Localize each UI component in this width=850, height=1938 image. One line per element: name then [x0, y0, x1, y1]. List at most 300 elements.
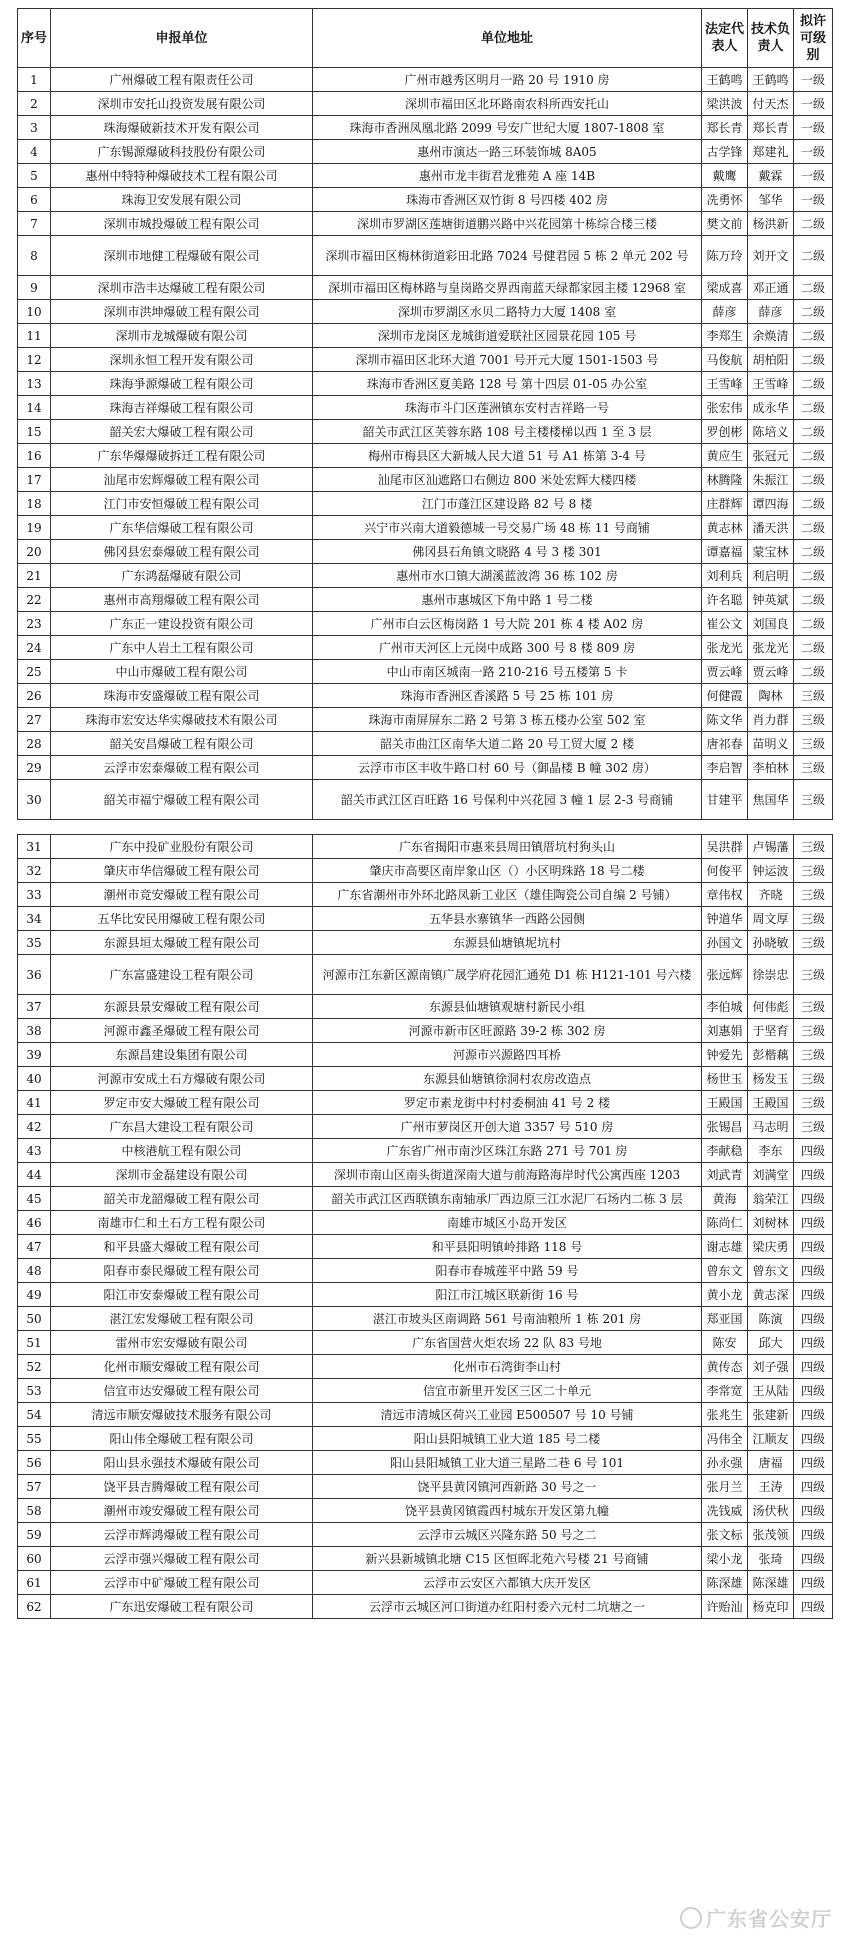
table-row: [18, 1163, 833, 1187]
cell-tech-lead: 谭四海: [748, 492, 794, 516]
cell-address: 和平县阳明镇岭排路 118 号: [313, 1235, 702, 1259]
cell-address: 信宜市新里开发区三区二十单元: [313, 1379, 702, 1403]
header-legal-rep: 法定代表人: [702, 9, 748, 68]
table-row: [18, 684, 833, 708]
header-no: 序号: [18, 9, 51, 68]
cell-tech-lead: 徐崇忠: [748, 955, 794, 995]
cell-address: 惠州市龙丰街君龙雅苑 A 座 14B: [313, 164, 702, 188]
cell-address: 湛江市坡头区南调路 561 号南油粮所 1 栋 201 房: [313, 1307, 702, 1331]
cell-unit: 清远市顺安爆破技术服务有限公司: [51, 1403, 313, 1427]
cell-no: 40: [18, 1067, 51, 1091]
cell-level: 四级: [794, 1283, 833, 1307]
cell-legal-rep: 古学锋: [702, 140, 748, 164]
cell-unit: 广东正一建设投资有限公司: [51, 612, 313, 636]
cell-level: 二级: [794, 540, 833, 564]
cell-address: 深圳市龙岗区龙城街道爱联社区园景花园 105 号: [313, 324, 702, 348]
cell-tech-lead: 齐晓: [748, 883, 794, 907]
cell-unit: 阳山县永强技术爆破有限公司: [51, 1451, 313, 1475]
cell-tech-lead: 王殿国: [748, 1091, 794, 1115]
cell-legal-rep: 刘惠娟: [702, 1019, 748, 1043]
cell-level: 三级: [794, 859, 833, 883]
cell-no: 4: [18, 140, 51, 164]
cell-no: 20: [18, 540, 51, 564]
cell-legal-rep: 刘利兵: [702, 564, 748, 588]
table-row: [18, 236, 833, 276]
table-row: [18, 1451, 833, 1475]
cell-level: 三级: [794, 1067, 833, 1091]
cell-tech-lead: 邱大: [748, 1331, 794, 1355]
cell-tech-lead: 陈演: [748, 1307, 794, 1331]
cell-unit: 云浮市宏泰爆破工程有限公司: [51, 756, 313, 780]
cell-address: 惠州市演达一路三环装饰城 8A05: [313, 140, 702, 164]
cell-tech-lead: 张建新: [748, 1403, 794, 1427]
table-row: [18, 1427, 833, 1451]
cell-unit: 深圳永恒工程开发有限公司: [51, 348, 313, 372]
cell-legal-rep: 马俊航: [702, 348, 748, 372]
cell-no: 28: [18, 732, 51, 756]
cell-tech-lead: 利启明: [748, 564, 794, 588]
cell-tech-lead: 李柏林: [748, 756, 794, 780]
table-row: [18, 883, 833, 907]
cell-level: 一级: [794, 92, 833, 116]
table-row: [18, 372, 833, 396]
cell-legal-rep: 李常宽: [702, 1379, 748, 1403]
cell-no: 37: [18, 995, 51, 1019]
cell-address: 深圳市福田区北环路南农科所西安托山: [313, 92, 702, 116]
cell-tech-lead: 黄志深: [748, 1283, 794, 1307]
cell-legal-rep: 薛彦: [702, 300, 748, 324]
cell-level: 一级: [794, 116, 833, 140]
cell-level: 四级: [794, 1499, 833, 1523]
cell-address: 广州市越秀区明月一路 20 号 1910 房: [313, 68, 702, 92]
cell-legal-rep: 李启智: [702, 756, 748, 780]
cell-tech-lead: 胡柏阳: [748, 348, 794, 372]
cell-no: 59: [18, 1523, 51, 1547]
cell-level: 三级: [794, 995, 833, 1019]
cell-address: 广东省国营火炬农场 22 队 83 号地: [313, 1331, 702, 1355]
header-tech-lead: 技术负责人: [748, 9, 794, 68]
table-row: [18, 588, 833, 612]
cell-tech-lead: 曾东文: [748, 1259, 794, 1283]
cell-unit: 信宜市达安爆破工程有限公司: [51, 1379, 313, 1403]
cell-legal-rep: 梁成喜: [702, 276, 748, 300]
cell-no: 6: [18, 188, 51, 212]
cell-legal-rep: 崔公文: [702, 612, 748, 636]
table-row: [18, 732, 833, 756]
table-body-part2: [18, 835, 833, 1619]
cell-tech-lead: 付天杰: [748, 92, 794, 116]
cell-no: 25: [18, 660, 51, 684]
table-row: [18, 636, 833, 660]
cell-no: 35: [18, 931, 51, 955]
cell-unit: 广东昌大建设工程有限公司: [51, 1115, 313, 1139]
cell-tech-lead: 朱振江: [748, 468, 794, 492]
cell-tech-lead: 邓正通: [748, 276, 794, 300]
cell-no: 12: [18, 348, 51, 372]
cell-no: 1: [18, 68, 51, 92]
cell-unit: 江门市安恒爆破工程有限公司: [51, 492, 313, 516]
cell-unit: 广东中人岩土工程有限公司: [51, 636, 313, 660]
table-body-part1: [18, 68, 833, 820]
cell-legal-rep: 李郑生: [702, 324, 748, 348]
cell-no: 42: [18, 1115, 51, 1139]
cell-level: 四级: [794, 1403, 833, 1427]
cell-unit: 湛江宏发爆破工程有限公司: [51, 1307, 313, 1331]
cell-tech-lead: 翁荣江: [748, 1187, 794, 1211]
cell-tech-lead: 王涛: [748, 1475, 794, 1499]
cell-tech-lead: 余焕清: [748, 324, 794, 348]
cell-no: 43: [18, 1139, 51, 1163]
cell-no: 41: [18, 1091, 51, 1115]
cell-level: 三级: [794, 955, 833, 995]
header-address: 单位地址: [313, 9, 702, 68]
cell-tech-lead: 郑长青: [748, 116, 794, 140]
cell-address: 饶平县黄冈镇霞西村城东开发区第九幢: [313, 1499, 702, 1523]
cell-address: 南雄市城区小岛开发区: [313, 1211, 702, 1235]
table-row: [18, 835, 833, 859]
cell-no: 26: [18, 684, 51, 708]
cell-address: 阳江市江城区联新街 16 号: [313, 1283, 702, 1307]
table-row: [18, 1355, 833, 1379]
cell-tech-lead: 刘满堂: [748, 1163, 794, 1187]
header-level: 拟许可级别: [794, 9, 833, 68]
cell-address: 珠海市香洲区双竹街 8 号四楼 402 房: [313, 188, 702, 212]
cell-address: 化州市石湾街李山村: [313, 1355, 702, 1379]
cell-legal-rep: 陈安: [702, 1331, 748, 1355]
cell-no: 53: [18, 1379, 51, 1403]
cell-address: 阳山县阳城镇工业大道 185 号二楼: [313, 1427, 702, 1451]
cell-level: 四级: [794, 1139, 833, 1163]
cell-no: 8: [18, 236, 51, 276]
cell-legal-rep: 张远辉: [702, 955, 748, 995]
cell-no: 17: [18, 468, 51, 492]
table-row: [18, 995, 833, 1019]
table-row: [18, 212, 833, 236]
table-row: [18, 492, 833, 516]
table-row: [18, 955, 833, 995]
cell-no: 32: [18, 859, 51, 883]
page-break-gap: [17, 820, 832, 834]
cell-legal-rep: 李伯城: [702, 995, 748, 1019]
cell-legal-rep: 张月兰: [702, 1475, 748, 1499]
cell-address: 深圳市南山区南头街道深南大道与前海路海岸时代公寓西座 1203: [313, 1163, 702, 1187]
table-row: [18, 324, 833, 348]
cell-level: 二级: [794, 588, 833, 612]
table-row: [18, 931, 833, 955]
table-row: [18, 420, 833, 444]
cell-tech-lead: 张冠元: [748, 444, 794, 468]
cell-unit: 罗定市安大爆破工程有限公司: [51, 1091, 313, 1115]
table-row: [18, 1571, 833, 1595]
cell-no: 48: [18, 1259, 51, 1283]
cell-unit: 广东华信爆破工程有限公司: [51, 516, 313, 540]
table-row: [18, 444, 833, 468]
cell-address: 佛冈县石角镇文晓路 4 号 3 楼 301: [313, 540, 702, 564]
table-row: [18, 1523, 833, 1547]
cell-tech-lead: 陈培义: [748, 420, 794, 444]
cell-legal-rep: 孙永强: [702, 1451, 748, 1475]
table-row: [18, 540, 833, 564]
cell-tech-lead: 王从陆: [748, 1379, 794, 1403]
table-row: [18, 140, 833, 164]
cell-address: 广州市白云区梅岗路 1 号大院 201 栋 4 楼 A02 房: [313, 612, 702, 636]
cell-unit: 肇庆市华信爆破工程有限公司: [51, 859, 313, 883]
cell-no: 18: [18, 492, 51, 516]
cell-legal-rep: 钟道华: [702, 907, 748, 931]
cell-level: 四级: [794, 1211, 833, 1235]
cell-address: 惠州市惠城区下角中路 1 号二楼: [313, 588, 702, 612]
cell-level: 四级: [794, 1451, 833, 1475]
cell-address: 广州市萝岗区开创大道 3357 号 510 房: [313, 1115, 702, 1139]
cell-tech-lead: 刘树林: [748, 1211, 794, 1235]
cell-unit: 饶平县吉腾爆破工程有限公司: [51, 1475, 313, 1499]
cell-unit: 韶关宏大爆破工程有限公司: [51, 420, 313, 444]
cell-legal-rep: 孙国文: [702, 931, 748, 955]
cell-no: 46: [18, 1211, 51, 1235]
cell-no: 50: [18, 1307, 51, 1331]
cell-no: 3: [18, 116, 51, 140]
cell-level: 三级: [794, 1043, 833, 1067]
cell-address: 广东省揭阳市惠来县周田镇厝坑村狗头山: [313, 835, 702, 859]
license-table: [17, 8, 833, 820]
cell-legal-rep: 陈深雄: [702, 1571, 748, 1595]
cell-tech-lead: 于坚育: [748, 1019, 794, 1043]
cell-legal-rep: 张锡昌: [702, 1115, 748, 1139]
cell-address: 五华县水寨镇华一西路公园侧: [313, 907, 702, 931]
cell-tech-lead: 邹华: [748, 188, 794, 212]
cell-legal-rep: 黄应生: [702, 444, 748, 468]
cell-unit: 阳春市泰民爆破工程有限公司: [51, 1259, 313, 1283]
cell-address: 韶关市武江区西联镇东南轴承厂西边原三江水泥厂石场内二栋 3 层: [313, 1187, 702, 1211]
license-table-continued: [17, 834, 833, 1619]
cell-address: 清远市清城区荷兴工业园 E500507 号 10 号铺: [313, 1403, 702, 1427]
cell-unit: 珠海爭源爆破工程有限公司: [51, 372, 313, 396]
cell-unit: 中山市爆破工程有限公司: [51, 660, 313, 684]
cell-address: 广州市天河区上元岗中成路 300 号 8 楼 809 房: [313, 636, 702, 660]
cell-legal-rep: 张龙光: [702, 636, 748, 660]
cell-unit: 云浮市辉鸿爆破工程有限公司: [51, 1523, 313, 1547]
cell-no: 56: [18, 1451, 51, 1475]
cell-no: 11: [18, 324, 51, 348]
cell-tech-lead: 张龙光: [748, 636, 794, 660]
cell-unit: 阳江市安泰爆破工程有限公司: [51, 1283, 313, 1307]
cell-level: 三级: [794, 931, 833, 955]
cell-legal-rep: 郑长青: [702, 116, 748, 140]
table-row: [18, 164, 833, 188]
cell-level: 三级: [794, 780, 833, 820]
cell-no: 38: [18, 1019, 51, 1043]
cell-no: 52: [18, 1355, 51, 1379]
cell-no: 27: [18, 708, 51, 732]
cell-address: 兴宁市兴南大道毅德城一号交易广场 48 栋 11 号商铺: [313, 516, 702, 540]
cell-no: 2: [18, 92, 51, 116]
cell-legal-rep: 吴洪群: [702, 835, 748, 859]
cell-address: 珠海市香洲区香溪路 5 号 25 栋 101 房: [313, 684, 702, 708]
cell-tech-lead: 刘开文: [748, 236, 794, 276]
cell-unit: 广州爆破工程有限责任公司: [51, 68, 313, 92]
cell-unit: 深圳市龙城爆破有限公司: [51, 324, 313, 348]
cell-unit: 珠海市安盛爆破工程有限公司: [51, 684, 313, 708]
cell-legal-rep: 谭嘉福: [702, 540, 748, 564]
cell-legal-rep: 张文标: [702, 1523, 748, 1547]
cell-unit: 广东富盛建设工程有限公司: [51, 955, 313, 995]
cell-unit: 珠海市宏安达华实爆破技术有限公司: [51, 708, 313, 732]
cell-address: 阳山县阳城镇工业大道三星路二巷 6 号 101: [313, 1451, 702, 1475]
cell-address: 深圳市福田区梅林街道彩田北路 7024 号健君园 5 栋 2 单元 202 号: [313, 236, 702, 276]
cell-address: 饶平县黄冈镇河西新路 30 号之一: [313, 1475, 702, 1499]
cell-level: 二级: [794, 564, 833, 588]
table-row: [18, 1403, 833, 1427]
cell-no: 5: [18, 164, 51, 188]
cell-unit: 珠海吉祥爆破工程有限公司: [51, 396, 313, 420]
cell-tech-lead: 焦国华: [748, 780, 794, 820]
cell-level: 三级: [794, 1115, 833, 1139]
cell-legal-rep: 王雪峰: [702, 372, 748, 396]
cell-address: 云浮市云城区河口街道办红阳村委六元村二坑塘之一: [313, 1595, 702, 1619]
cell-tech-lead: 李东: [748, 1139, 794, 1163]
cell-address: 河源市新市区旺源路 39-2 栋 302 房: [313, 1019, 702, 1043]
cell-tech-lead: 江顺友: [748, 1427, 794, 1451]
cell-unit: 云浮市强兴爆破工程有限公司: [51, 1547, 313, 1571]
cell-level: 二级: [794, 612, 833, 636]
cell-unit: 汕尾市宏辉爆破工程有限公司: [51, 468, 313, 492]
cell-unit: 韶关市福宁爆破工程有限公司: [51, 780, 313, 820]
cell-address: 河源市兴源路四耳桥: [313, 1043, 702, 1067]
table-row: [18, 756, 833, 780]
cell-legal-rep: 陈尚仁: [702, 1211, 748, 1235]
cell-address: 深圳市福田区梅林路与皇岗路交界西南蓝天绿都家园主楼 12968 室: [313, 276, 702, 300]
cell-address: 珠海市斗门区莲洲镇东安村吉祥路一号: [313, 396, 702, 420]
cell-address: 广东省潮州市外环北路凤新工业区（雄佳陶瓷公司自编 2 号铺）: [313, 883, 702, 907]
cell-level: 二级: [794, 444, 833, 468]
cell-no: 19: [18, 516, 51, 540]
cell-no: 49: [18, 1283, 51, 1307]
cell-level: 三级: [794, 684, 833, 708]
cell-no: 44: [18, 1163, 51, 1187]
cell-no: 60: [18, 1547, 51, 1571]
cell-address: 韶关市曲江区南华大道二路 20 号工贸大厦 2 楼: [313, 732, 702, 756]
cell-address: 珠海市香洲区夏美路 128 号 第十四层 01-05 办公室: [313, 372, 702, 396]
cell-unit: 雷州市宏安爆破有限公司: [51, 1331, 313, 1355]
cell-level: 四级: [794, 1595, 833, 1619]
table-row: [18, 1019, 833, 1043]
cell-unit: 深圳市金磊建设有限公司: [51, 1163, 313, 1187]
cell-level: 四级: [794, 1427, 833, 1451]
cell-level: 四级: [794, 1571, 833, 1595]
cell-address: 珠海市南屏屏东二路 2 号第 3 栋五楼办公室 502 室: [313, 708, 702, 732]
cell-level: 一级: [794, 140, 833, 164]
cell-tech-lead: 杨发玉: [748, 1067, 794, 1091]
cell-no: 34: [18, 907, 51, 931]
cell-no: 61: [18, 1571, 51, 1595]
cell-legal-rep: 李献稳: [702, 1139, 748, 1163]
cell-tech-lead: 马志明: [748, 1115, 794, 1139]
cell-no: 47: [18, 1235, 51, 1259]
cell-tech-lead: 孙晓敏: [748, 931, 794, 955]
cell-level: 三级: [794, 732, 833, 756]
cell-tech-lead: 贾云峰: [748, 660, 794, 684]
cell-level: 二级: [794, 236, 833, 276]
cell-tech-lead: 杨克印: [748, 1595, 794, 1619]
cell-unit: 和平县盛大爆破工程有限公司: [51, 1235, 313, 1259]
cell-unit: 东源昌建设集团有限公司: [51, 1043, 313, 1067]
cell-legal-rep: 冯伟全: [702, 1427, 748, 1451]
cell-level: 一级: [794, 68, 833, 92]
cell-legal-rep: 冼勇怀: [702, 188, 748, 212]
cell-level: 二级: [794, 468, 833, 492]
cell-address: 罗定市素龙街中村村委桐油 41 号 2 楼: [313, 1091, 702, 1115]
cell-level: 二级: [794, 636, 833, 660]
cell-unit: 阳山伟全爆破工程有限公司: [51, 1427, 313, 1451]
cell-unit: 五华比安民用爆破工程有限公司: [51, 907, 313, 931]
table-row: [18, 1211, 833, 1235]
cell-no: 51: [18, 1331, 51, 1355]
cell-no: 16: [18, 444, 51, 468]
cell-no: 15: [18, 420, 51, 444]
cell-address: 东源县仙塘镇观塘村新民小组: [313, 995, 702, 1019]
cell-level: 四级: [794, 1187, 833, 1211]
cell-no: 29: [18, 756, 51, 780]
cell-legal-rep: 罗创彬: [702, 420, 748, 444]
cell-legal-rep: 庄群辉: [702, 492, 748, 516]
cell-no: 57: [18, 1475, 51, 1499]
cell-address: 江门市蓬江区建设路 82 号 8 楼: [313, 492, 702, 516]
cell-level: 二级: [794, 660, 833, 684]
cell-address: 汕尾市区汕遮路口右侧边 800 米处宏辉大楼四楼: [313, 468, 702, 492]
table-row: [18, 1331, 833, 1355]
table-row: [18, 1283, 833, 1307]
cell-no: 10: [18, 300, 51, 324]
cell-tech-lead: 薛彦: [748, 300, 794, 324]
cell-address: 梅州市梅县区大新城人民大道 51 号 A1 栋第 3-4 号: [313, 444, 702, 468]
cell-address: 肇庆市高要区南岸象山区（）小区明珠路 18 号二楼: [313, 859, 702, 883]
cell-level: 二级: [794, 276, 833, 300]
cell-address: 东源县仙塘镇坭坑村: [313, 931, 702, 955]
table-row: [18, 92, 833, 116]
cell-tech-lead: 郑建礼: [748, 140, 794, 164]
cell-unit: 韶关市龙韶爆破工程有限公司: [51, 1187, 313, 1211]
table-row: [18, 396, 833, 420]
cell-level: 四级: [794, 1355, 833, 1379]
cell-address: 深圳市罗湖区水贝二路特力大厦 1408 室: [313, 300, 702, 324]
cell-level: 四级: [794, 1235, 833, 1259]
cell-level: 四级: [794, 1331, 833, 1355]
cell-unit: 化州市顺安爆破工程有限公司: [51, 1355, 313, 1379]
cell-level: 三级: [794, 708, 833, 732]
cell-tech-lead: 蒙宝林: [748, 540, 794, 564]
cell-tech-lead: 刘国良: [748, 612, 794, 636]
table-row: [18, 1139, 833, 1163]
watermark: [680, 1903, 832, 1932]
cell-unit: 惠州市高翔爆破工程有限公司: [51, 588, 313, 612]
table-row: [18, 780, 833, 820]
cell-tech-lead: 戴霖: [748, 164, 794, 188]
cell-level: 一级: [794, 164, 833, 188]
table-row: [18, 116, 833, 140]
table-row: [18, 1043, 833, 1067]
table-row: [18, 276, 833, 300]
cell-unit: 广东鸿磊爆破有限公司: [51, 564, 313, 588]
cell-no: 9: [18, 276, 51, 300]
cell-tech-lead: 彭楷藕: [748, 1043, 794, 1067]
cell-unit: 深圳市浩丰达爆破工程有限公司: [51, 276, 313, 300]
cell-legal-rep: 梁洪波: [702, 92, 748, 116]
table-row: [18, 188, 833, 212]
cell-legal-rep: 刘武青: [702, 1163, 748, 1187]
cell-tech-lead: 王雪峰: [748, 372, 794, 396]
cell-no: 33: [18, 883, 51, 907]
cell-level: 二级: [794, 396, 833, 420]
